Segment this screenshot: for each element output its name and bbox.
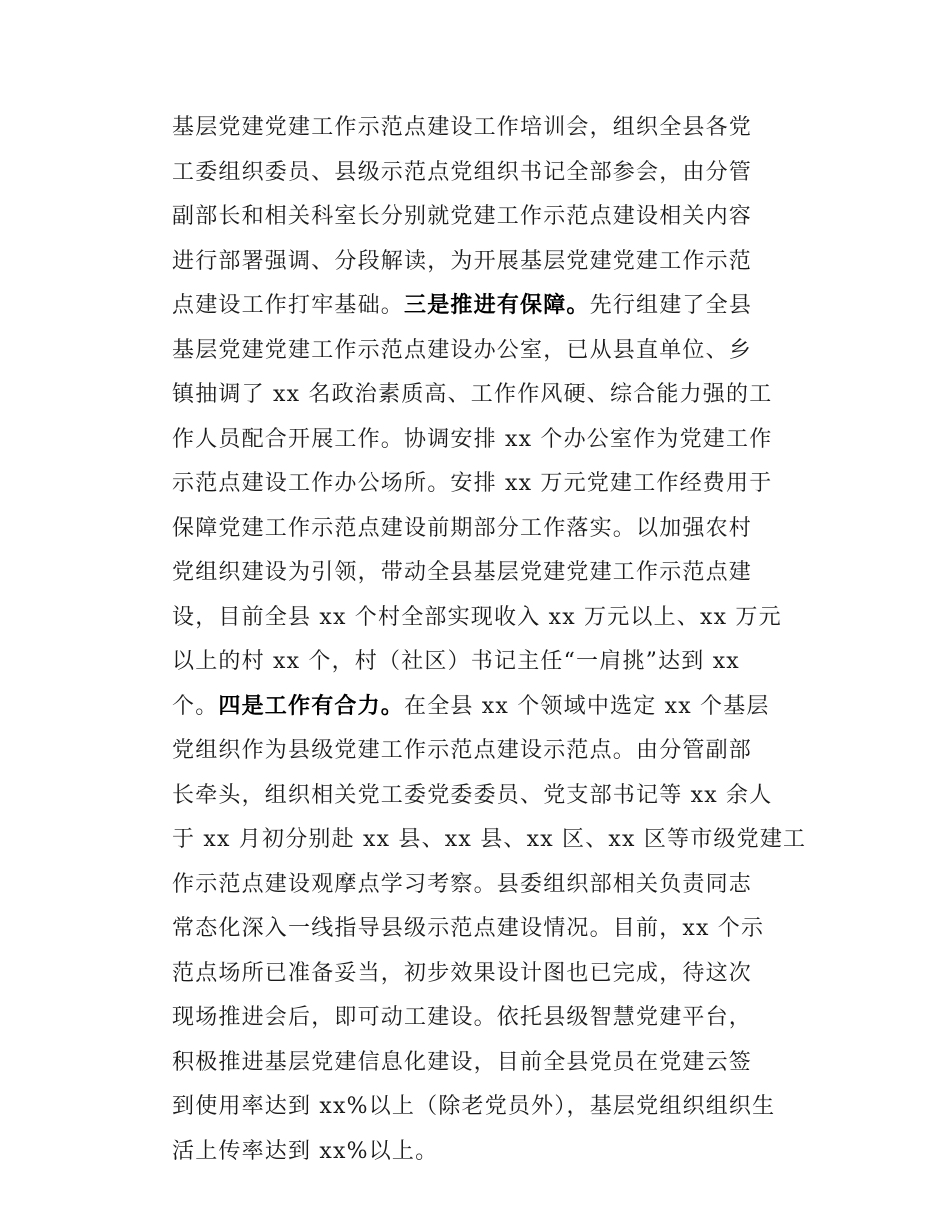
text-line [172, 685, 812, 730]
text-segment: 到使用率达到 xx%以上（除老党员外），基层党组织组织生 [172, 1094, 776, 1119]
text-line [172, 774, 812, 819]
text-segment: 党组织作为县级党建工作示范点建设示范点。由分管副部 [172, 738, 753, 763]
text-segment: 个。 [172, 693, 219, 719]
text-line [172, 151, 812, 196]
text-line [172, 1130, 812, 1175]
text-line [172, 195, 812, 240]
text-line [172, 462, 812, 507]
text-segment: 示范点建设工作办公场所。安排 xx 万元党建工作经费用于 [172, 471, 773, 496]
text-segment: 工委组织委员、县级示范点党组织书记全部参会，由分管 [172, 159, 753, 185]
text-line [172, 952, 812, 997]
text-segment: 基层党建党建工作示范点建设办公室，已从县直单位、乡 [172, 337, 753, 363]
text-line [172, 640, 812, 685]
text-line [172, 329, 812, 374]
text-segment: 以上的村 xx 个，村（社区）书记主任“一肩挑”达到 xx [172, 649, 740, 674]
text-line [172, 729, 812, 774]
text-line [172, 907, 812, 952]
text-segment: 于 xx 月初分别赴 xx 县、xx 县、xx 区、xx 区等市级党建工 [172, 827, 807, 852]
text-segment: 作示范点建设观摩点学习考察。县委组织部相关负责同志 [172, 871, 753, 897]
bold-heading: 四是工作有合力。 [218, 693, 405, 719]
text-line [172, 1085, 812, 1130]
text-line [172, 596, 812, 641]
text-line [172, 551, 812, 596]
text-segment: 点建设工作打牢基础。 [172, 293, 405, 318]
text-line [172, 507, 812, 552]
text-segment: 党组织建设为引领，带动全县基层党建党建工作示范点建 [172, 560, 753, 585]
text-line [172, 1041, 812, 1086]
text-segment: 先行组建了全县 [589, 293, 753, 318]
text-line [172, 373, 812, 418]
text-segment: 常态化深入一线指导县级示范点建设情况。目前，xx 个示 [172, 916, 765, 941]
text-segment: 活上传率达到 xx%以上。 [172, 1138, 439, 1164]
text-segment: 副部长和相关科室长分别就党建工作示范点建设相关内容 [172, 204, 753, 229]
text-segment: 保障党建工作示范点建设前期部分工作落实。以加强农村 [172, 515, 753, 541]
text-segment: 镇抽调了 xx 名政治素质高、工作作风硬、综合能力强的工 [172, 382, 773, 407]
text-segment: 积极推进基层党建信息化建设，目前全县党员在党建云签 [172, 1049, 753, 1075]
text-segment: 基层党建党建工作示范点建设工作培训会，组织全县各党 [172, 115, 753, 140]
body-text [172, 106, 812, 1174]
text-segment: 作人员配合开展工作。协调安排 xx 个办公室作为党建工作 [172, 426, 773, 452]
text-line [172, 996, 812, 1041]
text-line [172, 818, 812, 863]
text-line [172, 284, 812, 329]
text-line [172, 863, 812, 908]
text-line [172, 418, 812, 463]
text-segment: 设，目前全县 xx 个村全部实现收入 xx 万元以上、xx 万元 [172, 604, 782, 630]
text-segment: 现场推进会后，即可动工建设。依托县级智慧党建平台， [172, 1005, 753, 1030]
text-segment: 进行部署强调、分段解读，为开展基层党建党建工作示范 [172, 248, 753, 274]
text-segment: 长牵头，组织相关党工委党委委员、党支部书记等 xx 余人 [172, 782, 773, 808]
text-line [172, 240, 812, 285]
text-segment: 范点场所已准备妥当，初步效果设计图也已完成，待这次 [172, 960, 753, 986]
bold-heading: 三是推进有保障。 [404, 293, 590, 318]
text-segment: 在全县 xx 个领域中选定 xx 个基层 [404, 693, 770, 719]
text-line [172, 106, 812, 151]
